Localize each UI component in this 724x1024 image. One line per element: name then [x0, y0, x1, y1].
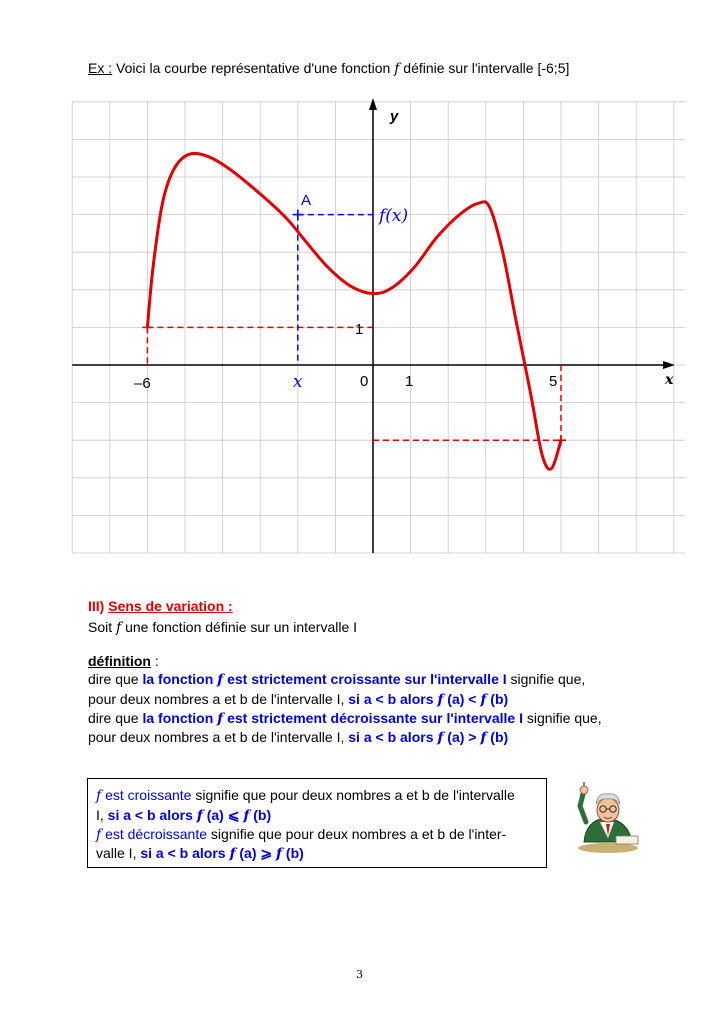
tick-label-five: 5: [549, 373, 558, 390]
text: (b): [249, 807, 272, 823]
function-curve: [147, 153, 561, 469]
text: signifie que pour deux nombres a et b de l'intervalle: [191, 787, 515, 803]
box-line-4: [96, 843, 304, 864]
y-axis-label: y: [390, 108, 399, 125]
x-marker-label: x: [293, 372, 303, 392]
x-axis-arrow: [663, 361, 675, 369]
function-symbol: f: [96, 788, 102, 804]
function-symbol: f: [480, 730, 487, 746]
function-symbol: f: [217, 672, 224, 688]
definition-label: définition: [88, 653, 151, 669]
text: valle I,: [96, 845, 141, 861]
text: signifie que,: [522, 710, 602, 726]
function-symbol: f: [196, 808, 203, 824]
summary-box: [87, 778, 547, 868]
text: la fonction: [142, 671, 218, 687]
text: si a < b alors: [348, 691, 438, 707]
function-symbol: f: [116, 620, 122, 636]
text: signifie que,: [506, 671, 586, 687]
definition-heading: [88, 651, 159, 671]
text: si a < b alors: [140, 845, 230, 861]
y-axis-arrow: [369, 98, 377, 110]
function-symbol: f: [96, 827, 102, 843]
text: I,: [96, 807, 108, 823]
text: si a < b alors: [348, 729, 438, 745]
point-a-label: A: [301, 192, 312, 209]
function-symbol: f: [229, 846, 236, 862]
text: est croissante: [101, 787, 192, 803]
text: est strictement décroissante sur l'intervalle I: [223, 710, 523, 726]
example-label: Ex :: [88, 60, 113, 76]
text: (a) ⩽: [202, 807, 244, 823]
text: est décroissante: [101, 826, 208, 842]
text: dire que: [88, 710, 143, 726]
text: pour deux nombres a et b de l'intervalle I,: [88, 691, 349, 707]
tick-label-zero: 0: [360, 373, 369, 390]
function-symbol: f: [243, 808, 250, 824]
intro-interval-text: définie sur l'intervalle [-6;5]: [399, 60, 570, 76]
text: (b): [486, 691, 509, 707]
text: dire que: [88, 671, 143, 687]
box-line-1: [96, 785, 515, 806]
definition-line-2: [88, 689, 508, 710]
tick-label-minus6: –6: [134, 375, 151, 392]
tick-label-one-y: 1: [355, 321, 364, 338]
definition-line-1: [88, 669, 585, 690]
text: signifie que pour deux nombres a et b de l'inter-: [207, 826, 507, 842]
tick-label-one-x: 1: [405, 373, 414, 390]
function-symbol: f: [437, 730, 444, 746]
text: (a) ⩾: [235, 845, 277, 861]
axes: [72, 98, 675, 553]
section-heading: Sens de variation :: [108, 598, 233, 614]
definition-line-3: [88, 708, 602, 729]
definition-line-4: [88, 727, 508, 748]
text: (b): [282, 845, 304, 861]
intro-text: Voici la courbe représentative d'une fonction: [112, 60, 395, 76]
section-number: III): [88, 598, 105, 614]
box-line-2: [96, 805, 271, 826]
function-symbol: f: [437, 692, 444, 708]
section-intro-after: une fonction définie sur un intervalle I: [121, 619, 358, 635]
graph-labels: [134, 108, 674, 392]
x-axis-label: x: [665, 372, 674, 388]
function-symbol: f: [480, 692, 487, 708]
page-number: 3: [356, 968, 363, 981]
section-title: [88, 598, 233, 614]
section-intro-before: Soit: [88, 619, 117, 635]
text: (b): [486, 729, 509, 745]
definition-colon: :: [151, 653, 159, 669]
professor-icon: [572, 782, 642, 854]
grid: [72, 102, 685, 553]
text: pour deux nombres a et b de l'intervalle I,: [88, 729, 349, 745]
fx-label: f(x): [379, 206, 409, 226]
text: (a) <: [443, 691, 481, 707]
text: si a < b alors: [107, 807, 197, 823]
text: est strictement croissante sur l'intervalle I: [223, 671, 507, 687]
function-symbol: f: [394, 61, 400, 77]
function-symbol: f: [276, 846, 283, 862]
text: (a) >: [443, 729, 481, 745]
section-intro: [88, 617, 357, 638]
function-symbol: f: [217, 711, 224, 727]
box-line-3: [96, 824, 506, 845]
text: la fonction: [142, 710, 218, 726]
